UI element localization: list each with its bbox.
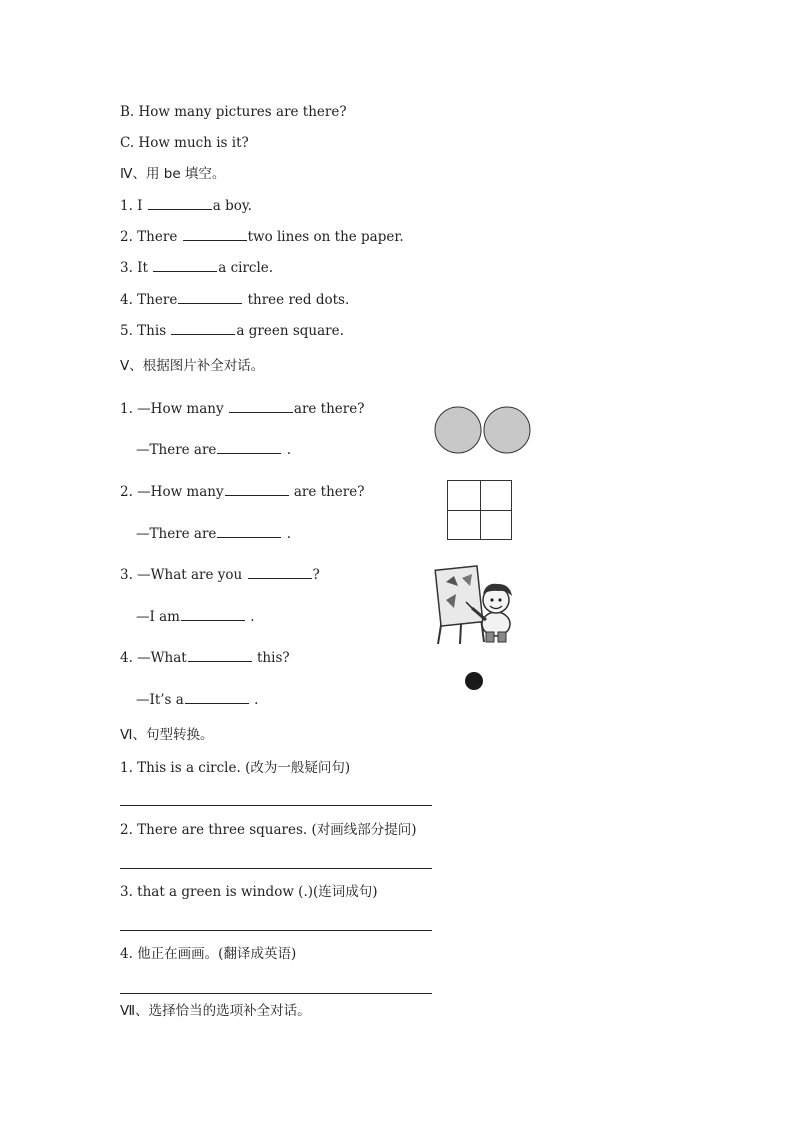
fill-blank[interactable] xyxy=(217,441,281,454)
section6-q4: 4. 他正在画画。(翻译成英语) xyxy=(120,946,297,962)
boy-painting-picture xyxy=(432,564,522,646)
answer-line-3[interactable] xyxy=(120,930,432,931)
fill-blank[interactable] xyxy=(148,197,212,210)
section5-q1-answer: —There are . xyxy=(136,442,292,458)
section5-q2-ask: 2. —How many are there? xyxy=(120,484,365,500)
section5-q2-answer: —There are . xyxy=(136,526,292,542)
option-c: C. How much is it? xyxy=(120,135,249,151)
section4-q5: 5. This a green square. xyxy=(120,323,344,339)
answer-line-2[interactable] xyxy=(120,868,432,869)
section5-q3-answer: —I am . xyxy=(136,609,255,625)
answer-line-1[interactable] xyxy=(120,805,432,806)
fill-blank[interactable] xyxy=(181,608,245,621)
section6-heading: Ⅵ、句型转换。 xyxy=(120,727,214,743)
fill-blank[interactable] xyxy=(171,322,235,335)
section5-q4-answer: —It’s a . xyxy=(136,692,259,708)
section4-q4: 4. There three red dots. xyxy=(120,292,350,308)
section5-heading: Ⅴ、根据图片补全对话。 xyxy=(120,358,265,374)
four-squares-picture xyxy=(447,480,512,540)
fill-blank[interactable] xyxy=(153,259,217,272)
fill-blank[interactable] xyxy=(217,525,281,538)
section4-q2: 2. There two lines on the paper. xyxy=(120,229,404,245)
section5-q3-ask: 3. —What are you ? xyxy=(120,567,320,583)
section5-q1-ask: 1. —How many are there? xyxy=(120,401,365,417)
circle-right xyxy=(484,407,530,453)
fill-blank[interactable] xyxy=(183,228,247,241)
fill-blank[interactable] xyxy=(188,649,252,662)
fill-blank[interactable] xyxy=(178,291,242,304)
section6-q1: 1. This is a circle. (改为一般疑问句) xyxy=(120,760,351,776)
black-dot-picture xyxy=(465,672,483,690)
fill-blank[interactable] xyxy=(225,483,289,496)
two-circles-picture xyxy=(434,406,532,454)
section6-q2: 2. There are three squares. (对画线部分提问) xyxy=(120,822,417,838)
section4-q1: 1. I a boy. xyxy=(120,198,253,214)
section7-heading: Ⅶ、选择恰当的选项补全对话。 xyxy=(120,1003,311,1019)
section6-q3: 3. that a green is window (.)(连词成句) xyxy=(120,884,378,900)
answer-line-4[interactable] xyxy=(120,993,432,994)
section4-heading: Ⅳ、用 be 填空。 xyxy=(120,166,226,182)
section4-q3: 3. It a circle. xyxy=(120,260,274,276)
fill-blank[interactable] xyxy=(185,691,249,704)
section5-q4-ask: 4. —What this? xyxy=(120,650,290,666)
fill-blank[interactable] xyxy=(248,566,312,579)
option-b: B. How many pictures are there? xyxy=(120,104,347,120)
fill-blank[interactable] xyxy=(229,400,293,413)
circle-left xyxy=(435,407,481,453)
